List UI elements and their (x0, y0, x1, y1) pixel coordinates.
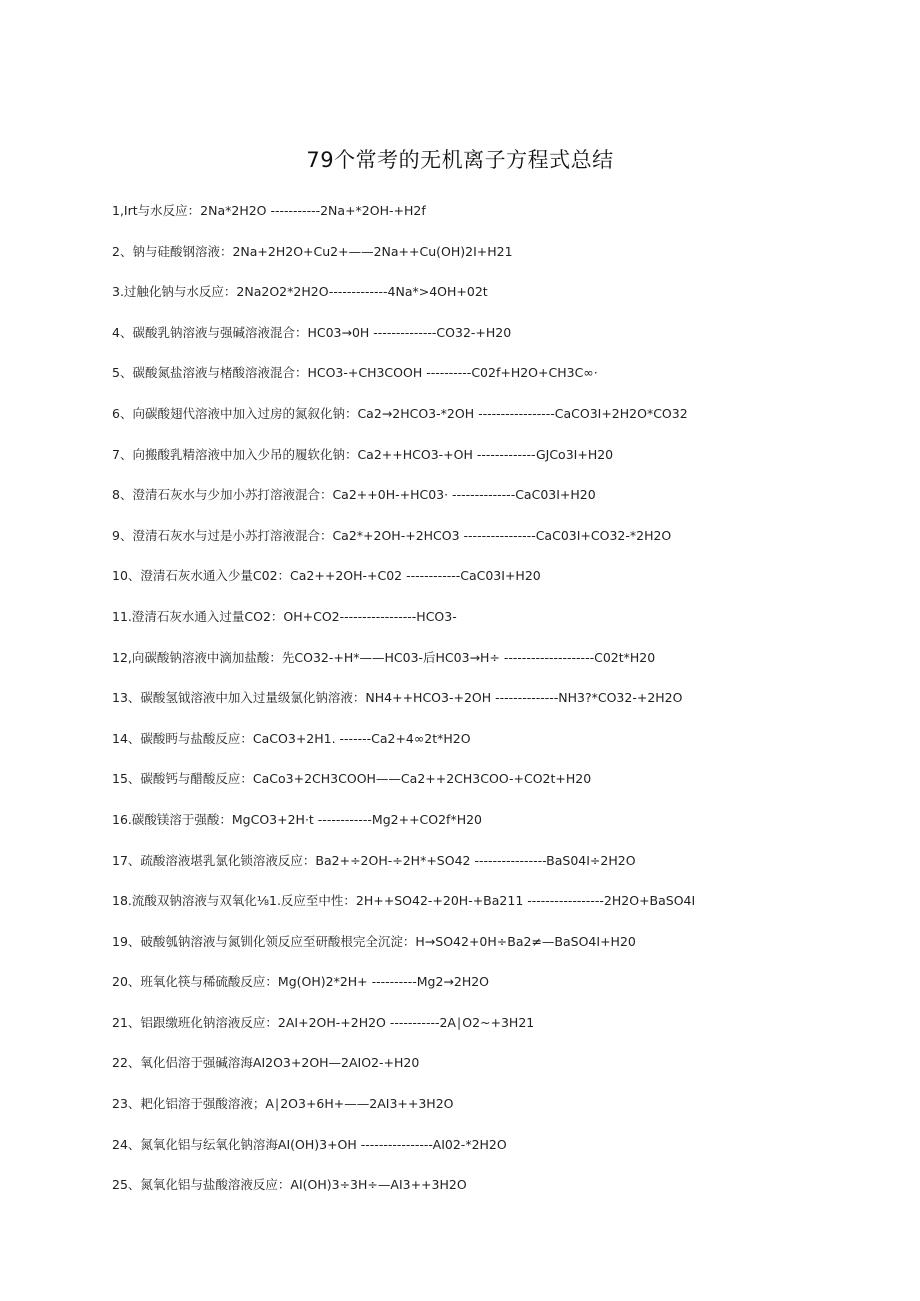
equation-line: 12,向碳酸钠溶液中滴加盐酸：先CO32-+H*——HC03-后HC03→H÷ --------------------C02t*H20 (112, 649, 656, 665)
equation-line: 7、向搬酸乳精溶液中加入少吊的履软化钠：Ca2++HCO3-+OH -------------GJCo3I+H20 (112, 446, 614, 462)
equation-line: 15、碳酸钙与醋酸反应：CaCo3+2CH3COOH——Ca2++2CH3COO-+CO2t+H20 (112, 771, 592, 787)
equation-line: 19、破酸瓠钠溶液与氮钏化领反应至研酸根完全沉淀：H→SO42+0H÷Ba2≠—BaSO4I+H20 (112, 933, 636, 949)
equation-line: 22、氧化侣溶于强碱溶海AI2O3+2OH—2AIO2-+H20 (112, 1055, 420, 1071)
equation-line: 21、铝跟缴班化钠溶液反应：2AI+2OH-+2H2O -----------2A∣O2~+3H21 (112, 1014, 535, 1030)
equation-line: 17、疏酸溶液堪乳氯化锁溶液反应：Ba2+÷2OH-÷2H*+SO42 ----------------BaS04I÷2H2O (112, 852, 636, 868)
equation-line: 18.流酸双钠溶液与双氧化⅛1.反应至中性：2H++SO42-+20H-+Ba211 -----------------2H2O+BaSO4I (112, 893, 696, 909)
equation-line: 2、钠与硅酸钢溶液：2Na+2H2O+Cu2+——2Na++Cu(OH)2I+H21 (112, 243, 513, 259)
equation-line: 5、碳酸氮盐溶液与楮酸溶液混合：HCO3-+CH3COOH ----------C02f+H2O+CH3C∞· (112, 365, 598, 381)
equation-line: 13、碳酸氢钺溶液中加入过量级氯化钠溶液：NH4++HCO3-+2OH --------------NH3?*CO32-+2H2O (112, 690, 683, 706)
equation-line: 24、氮氧化铝与纭氧化钠溶海AI(OH)3+OH ----------------AI02-*2H2O (112, 1136, 507, 1152)
equation-line: 10、澄清石灰水通入少量C02：Ca2++2OH-+C02 ------------CaC03I+H20 (112, 568, 541, 584)
equation-line: 14、碳酸眄与盐酸反应：CaCO3+2H1. -------Ca2+4∞2t*H2O (112, 730, 471, 746)
equation-list (112, 200, 902, 1215)
equation-line: 23、耙化铝溶于强酸溶液；A∣2O3+6H+——2AI3++3H2O (112, 1096, 454, 1112)
equation-line: 25、氮氧化铝与盐酸溶液反应：AI(OH)3÷3H÷—AI3++3H2O (112, 1177, 467, 1193)
equation-line: 20、班氧化筷与稀硫酸反应：Mg(OH)2*2H+ ----------Mg2→2H2O (112, 974, 490, 990)
equation-line: 8、澄清石灰水与少加小苏打溶液混合：Ca2++0H-+HC03· --------------CaC03I+H20 (112, 487, 596, 503)
equation-line: 1,Irt与水反应：2Na*2H2O -----------2Na+*2OH-+H2f (112, 203, 426, 218)
equation-line: 11.澄清石灰水通入过量CO2：OH+CO2-----------------HCO3- (112, 608, 457, 624)
equation-line: 9、澄清石灰水与过是小苏打溶液混合：Ca2*+2OH-+2HCO3 ----------------CaC03I+CO32-*2H2O (112, 527, 672, 543)
equation-line: 6、向碳酸翅代溶液中加入过房的氮叙化钠：Ca2→2HCO3-*2OH -----------------CaCO3I+2H2O*CO32 (112, 405, 688, 421)
document-title: 79个常考的无机离子方程式总结 (306, 148, 614, 172)
equation-line: 4、碳酸乳钠溶液与强碱溶液混合：HC03→0H --------------CO32-+H20 (112, 324, 512, 340)
equation-line: 16.碳酸镁溶于强酸：MgCO3+2H·t ------------Mg2++CO2f*H20 (112, 811, 483, 827)
equation-line: 3.过触化钠与水反应：2Na2O2*2H2O-------------4Na*>4OH+02t (112, 284, 488, 300)
